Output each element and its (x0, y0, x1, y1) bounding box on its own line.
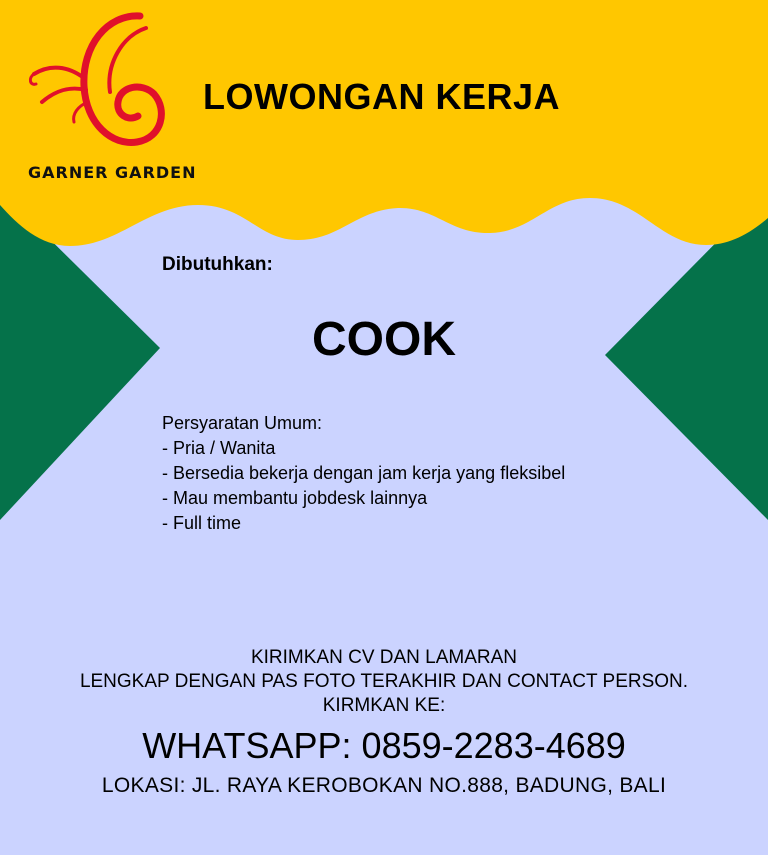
apply-instruction-line1: KIRIMKAN CV DAN LAMARAN (250, 647, 518, 668)
needed-label: Dibutuhkan: (162, 254, 273, 275)
brand-logo (22, 6, 197, 186)
requirement-item: - Full time (162, 513, 242, 533)
job-position: COOK (312, 313, 456, 366)
apply-instruction-line3: KIRMKAN KE: (322, 695, 446, 716)
requirements-list (162, 436, 565, 536)
brand-name: GARNER GARDEN (28, 163, 197, 182)
application-info (0, 646, 768, 800)
requirement-item: - Bersedia bekerja dengan jam kerja yang fleksibel (162, 463, 566, 483)
requirement-item: - Mau membantu jobdesk lainnya (162, 488, 428, 508)
requirements-section (162, 411, 565, 536)
page-title: LOWONGAN KERJA (203, 76, 560, 117)
whatsapp-contact: WHATSAPP: 0859-2283-4689 (142, 725, 626, 766)
location-address: LOKASI: JL. RAYA KEROBOKAN NO.888, BADUNG, BALI (101, 774, 667, 797)
requirement-item: - Pria / Wanita (162, 438, 276, 458)
apply-instruction-line2: LENGKAP DENGAN PAS FOTO TERAKHIR DAN CONTACT PERSON. (79, 671, 689, 692)
butterfly-logo-icon (22, 6, 192, 161)
requirements-title: Persyaratan Umum: (162, 413, 323, 433)
